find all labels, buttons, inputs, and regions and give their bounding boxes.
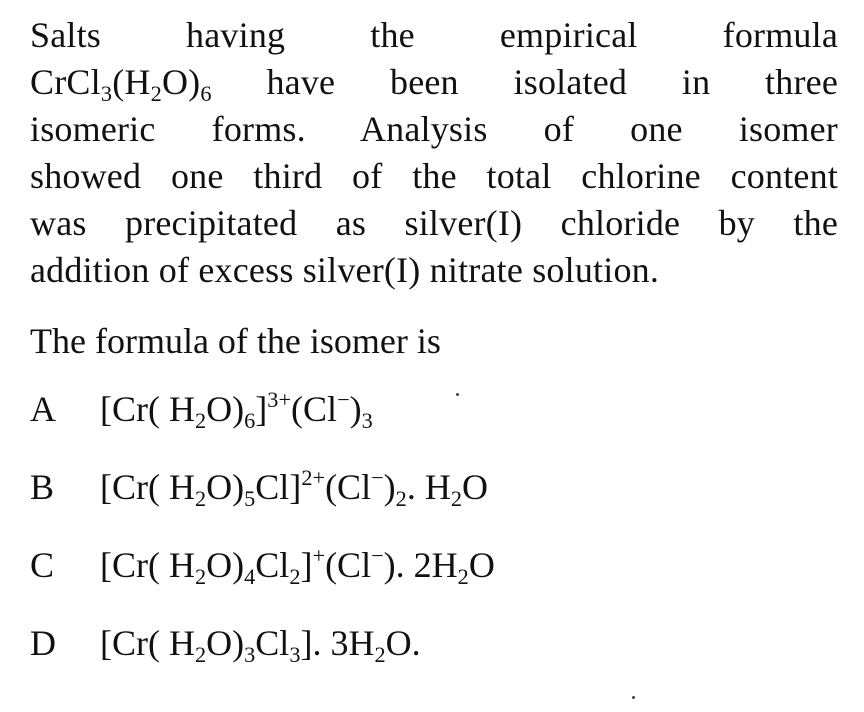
formula-part: O — [461, 467, 488, 507]
subscript: 2 — [450, 486, 462, 512]
scan-speck — [456, 393, 459, 396]
subscript: 3 — [361, 408, 373, 434]
superscript: − — [337, 387, 350, 413]
formula-part: Cl — [255, 545, 290, 585]
option-letter: B — [30, 467, 55, 507]
subscript: 3 — [100, 81, 113, 107]
formula-part: (Cl — [291, 389, 338, 429]
option-formula — [100, 379, 373, 439]
formula-part: O) — [206, 623, 245, 663]
stem-line-1: Salts having the empirical formula — [30, 15, 838, 55]
subscript: 4 — [244, 564, 256, 590]
stem-line-2 — [30, 59, 838, 106]
option-c[interactable] — [30, 535, 838, 613]
formula-part: O) — [206, 467, 245, 507]
subscript: 2 — [374, 642, 386, 668]
formula-part: ) — [383, 467, 396, 507]
option-letter: D — [30, 623, 56, 663]
formula-part: ] — [255, 389, 268, 429]
formula-part: O. — [385, 623, 421, 663]
formula-part: (H — [112, 62, 151, 102]
option-letter: C — [30, 545, 55, 585]
superscript: − — [371, 465, 384, 491]
formula-part: (Cl — [325, 467, 372, 507]
formula-part: [Cr( H — [100, 467, 195, 507]
scan-speck — [632, 696, 635, 699]
subscript: 2 — [150, 81, 162, 107]
formula-part: [Cr( H — [100, 623, 195, 663]
superscript: 3+ — [267, 387, 292, 413]
subscript: 5 — [244, 486, 256, 512]
question-block — [30, 12, 838, 691]
stem-line-3: isomeric forms. Analysis of one isomer — [30, 109, 838, 149]
formula-part: O) — [206, 389, 245, 429]
stem-line-4: showed one third of the total chlorine content — [30, 156, 838, 196]
formula-part: ] — [300, 545, 313, 585]
subscript: 2 — [194, 408, 207, 434]
option-a[interactable] — [30, 379, 838, 457]
formula-part: (Cl — [325, 545, 372, 585]
formula-part: [Cr( H — [100, 545, 195, 585]
option-formula — [100, 457, 488, 517]
option-formula — [100, 535, 495, 595]
subscript: 2 — [194, 486, 207, 512]
formula-part: O) — [206, 545, 245, 585]
formula-part: O) — [161, 62, 201, 102]
subscript: 2 — [194, 642, 207, 668]
option-d[interactable] — [30, 613, 838, 691]
answer-options — [30, 379, 838, 691]
formula-part: . H — [406, 467, 451, 507]
subscript: 3 — [289, 642, 301, 668]
formula-part: Cl — [255, 623, 290, 663]
option-formula — [100, 613, 421, 673]
formula-part: Cl] — [255, 467, 302, 507]
option-letter: A — [30, 389, 56, 429]
stem-line-5: was precipitated as silver(I) chloride by the — [30, 203, 838, 243]
superscript: − — [371, 543, 384, 569]
subscript: 6 — [200, 81, 212, 107]
formula-part: ). 2H — [383, 545, 458, 585]
subscript: 2 — [457, 564, 469, 590]
subscript: 3 — [244, 642, 256, 668]
question-prompt: The formula of the isomer is — [30, 321, 441, 361]
question-stem — [30, 12, 838, 294]
subscript: 2 — [289, 564, 301, 590]
superscript: 2+ — [301, 465, 326, 491]
formula-part: ]. 3H — [300, 623, 375, 663]
stem-line-6: addition of excess silver(I) nitrate solution. — [30, 250, 660, 290]
formula-part: O — [468, 545, 495, 585]
subscript: 2 — [395, 486, 407, 512]
formula-part: [Cr( H — [100, 389, 195, 429]
superscript: + — [312, 543, 326, 569]
formula-part: CrCl — [30, 62, 101, 102]
subscript: 6 — [244, 408, 256, 434]
stem-line-2-text: have been isolated in three — [211, 62, 838, 102]
subscript: 2 — [194, 564, 207, 590]
option-b[interactable] — [30, 457, 838, 535]
formula-part: ) — [349, 389, 362, 429]
